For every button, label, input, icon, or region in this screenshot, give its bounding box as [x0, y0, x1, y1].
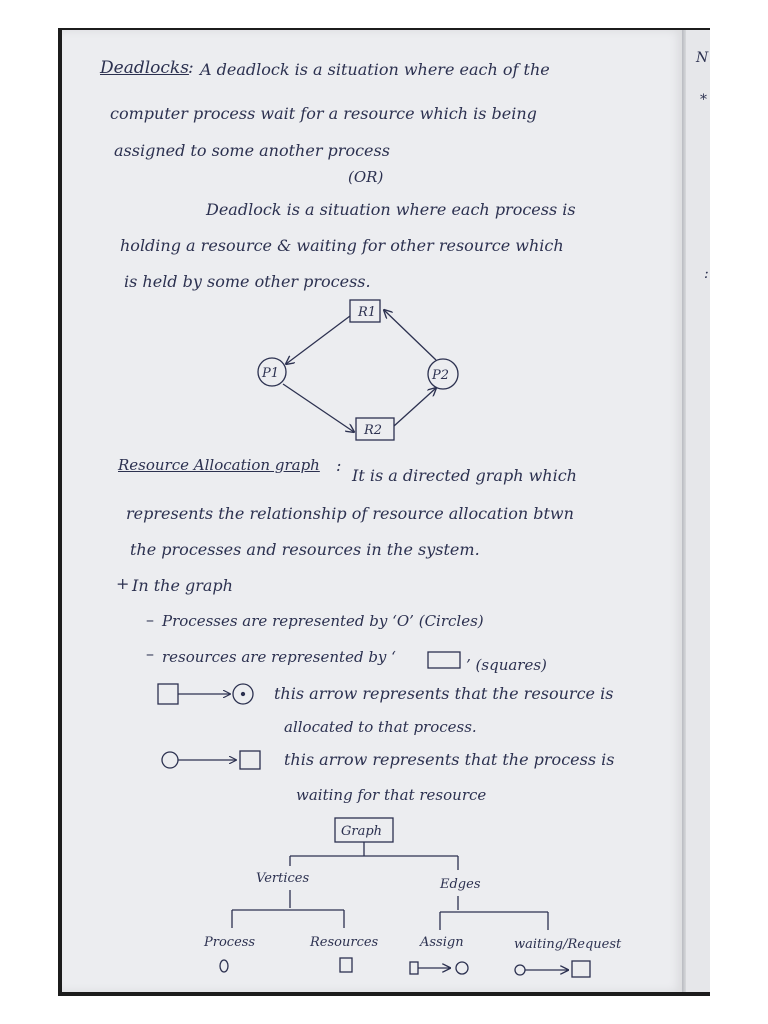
r1-label: R1: [358, 305, 377, 320]
next-page-mark-2: :: [704, 266, 709, 282]
resources-bullet-a: resources are represented by ‘: [162, 648, 396, 666]
tree-waiting-label: waiting/Request: [514, 937, 622, 952]
processes-bullet: Processes are represented by ‘O’ (Circles): [162, 612, 484, 630]
heading-separator: :: [188, 58, 194, 78]
leaf-assign-square: [410, 962, 418, 974]
dash-2: –: [146, 644, 154, 663]
rag-line-2: represents the relationship of resource allocation btwn: [126, 504, 574, 523]
in-graph-label: In the graph: [132, 576, 233, 595]
rag-line-3: the processes and resources in the system.: [130, 540, 480, 559]
assign-desc-line-2: allocated to that process.: [284, 718, 477, 736]
tree-vertices-label: Vertices: [256, 871, 310, 886]
p1-label: P1: [262, 366, 280, 381]
leaf-assign-circle: [456, 962, 468, 974]
p2-label: P2: [432, 368, 450, 383]
definition-line-2: computer process wait for a resource which is being: [110, 104, 537, 123]
or-separator: (OR): [348, 168, 384, 186]
leaf-process-circle: [220, 960, 228, 972]
request-desc-line-2: waiting for that resource: [296, 786, 487, 804]
tree-resources-label: Resources: [310, 935, 379, 950]
definition2-line-3: is held by some other process.: [124, 272, 371, 291]
next-page-mark: *: [700, 92, 707, 108]
leaf-resource-square: [340, 958, 352, 972]
leaf-wait-square: [572, 961, 590, 977]
next-page-letter: N: [696, 50, 709, 66]
tree-assign-label: Assign: [420, 935, 464, 950]
definition2-line-2: holding a resource & waiting for other resource which: [120, 236, 564, 255]
rag-heading-separator: :: [336, 456, 342, 475]
dash-1: –: [146, 610, 154, 629]
definition-line-3: assigned to some another process: [114, 141, 390, 160]
definition-line-1: A deadlock is a situation where each of the: [200, 60, 550, 79]
tree-edges-label: Edges: [440, 877, 481, 892]
deadlocks-heading: Deadlocks: [100, 58, 189, 78]
rag-line-1: It is a directed graph which: [352, 466, 577, 485]
definition2-line-1: Deadlock is a situation where each process is: [206, 200, 576, 219]
tree-root-label: Graph: [341, 824, 383, 839]
request-desc-line-1: this arrow represents that the process is: [284, 750, 615, 769]
assign-desc-line-1: this arrow represents that the resource is: [274, 684, 614, 703]
tree-process-label: Process: [204, 935, 256, 950]
rag-heading: Resource Allocation graph: [118, 456, 320, 474]
resources-bullet-b: ’ (squares): [466, 656, 547, 674]
leaf-wait-circle: [515, 965, 525, 975]
r2-label: R2: [364, 423, 383, 438]
bullet-star: +: [116, 574, 130, 593]
